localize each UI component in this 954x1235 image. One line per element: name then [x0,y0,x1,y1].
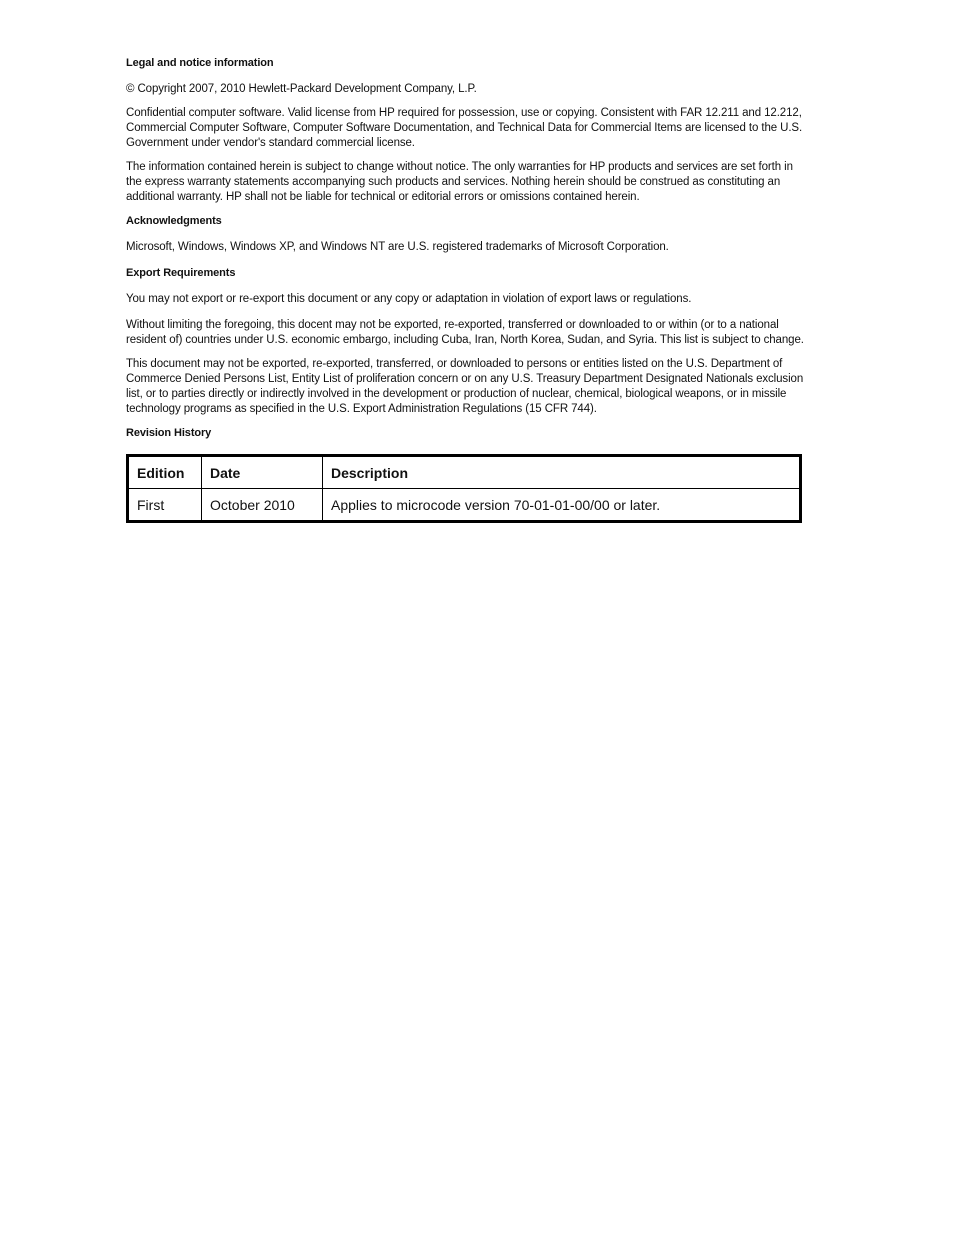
confidential-text: Confidential computer software. Valid license from HP required for possession, use or copying. Consistent with FAR 12.211 and 12.212, Commercial Computer Software, Computer Software Documentation, and Technical Data for Commercial Items are licensed to the U.S. Government under vendor's standard commercial license. [126,107,803,149]
cell-description: Applies to microcode version 70-01-01-00/00 or later. [323,489,801,522]
column-header-description: Description [323,456,801,489]
cell-date: October 2010 [202,489,323,522]
column-header-edition: Edition [128,456,202,489]
table-row [128,489,801,522]
revision-history-table [126,454,802,523]
export-paragraph-2: Without limiting the foregoing, this docent may not be exported, re-exported, transferred or downloaded to or within (or to a national resident of) countries under U.S. economic embargo, including Cuba, Iran, North Korea, Sudan, and Syria. This list is subject to change. [126,319,804,346]
cell-edition: First [128,489,202,522]
export-paragraph-1: You may not export or re-export this document or any copy or adaptation in violation of export laws or regulations. [126,293,692,305]
legal-notice-page [126,56,806,523]
revision-history-heading: Revision History [126,427,212,439]
warranty-text: The information contained herein is subject to change without notice. The only warranties for HP products and services are set forth in the express warranty statements accompanying such products and services. Nothing herein should be construed as constituting an additional warranty. HP shall not be liable for technical or editorial errors or omissions contained herein. [126,161,793,203]
acknowledgments-text: Microsoft, Windows, Windows XP, and Windows NT are U.S. registered trademarks of Microsoft Corporation. [126,241,669,253]
export-paragraph-3: This document may not be exported, re-exported, transferred, or downloaded to persons or entities listed on the U.S. Department of Commerce Denied Persons List, Entity List of proliferation concern or on any U.S. Treasury Department Designated Nationals exclusion list, or to parties directly or indirectly involved in the development or production of nuclear, chemical, biological weapons, or in missile technology programs as specified in the U.S. Export Administration Regulations (15 CFR 744). [126,358,804,415]
column-header-date: Date [202,456,323,489]
acknowledgments-heading: Acknowledgments [126,215,222,227]
export-heading: Export Requirements [126,267,236,279]
legal-heading: Legal and notice information [126,57,274,69]
table-header-row [128,456,801,489]
copyright-text: © Copyright 2007, 2010 Hewlett-Packard Development Company, L.P. [126,83,477,95]
